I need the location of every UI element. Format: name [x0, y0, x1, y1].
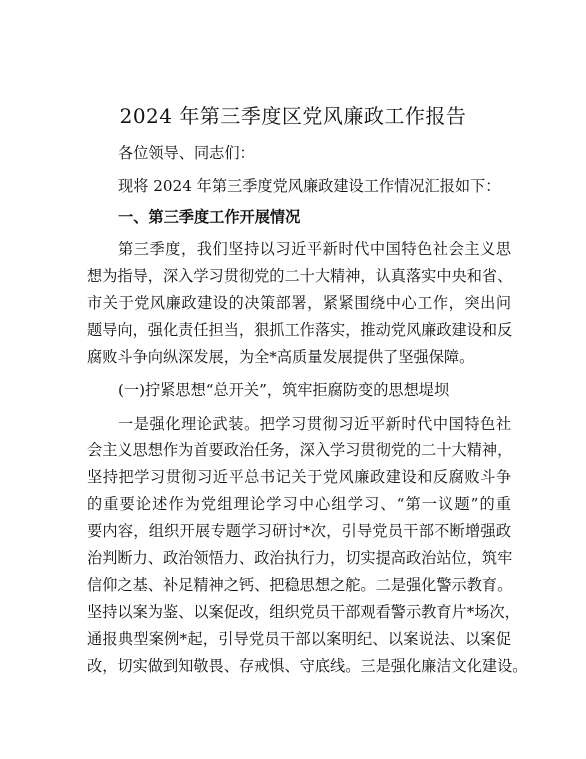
paragraph-line: 市关于党风廉政建设的决策部署，紧紧围绕中心工作，突出问 [87, 294, 511, 312]
paragraph-line: 一是强化理论武装。把学习贯彻习近平新时代中国特色社 [118, 415, 511, 433]
paragraph-line: 腐败斗争向纵深发展，为全*高质量发展提供了坚强保障。 [87, 348, 475, 366]
paragraph-line: 想为指导，深入学习贯彻党的二十大精神，认真落实中央和省、 [87, 267, 513, 285]
paragraph-line: 坚持以案为鉴、以案促改，组织党员干部观看警示教育片*场次， [87, 603, 520, 621]
paragraph-line: 信仰之基、补足精神之钙、把稳思想之舵。二是强化警示教育。 [87, 576, 513, 594]
paragraph-line: 改，切实做到知敬畏、存戒惧、守底线。三是强化廉洁文化建设。 [87, 657, 528, 675]
document-title: 2024 年第三季度区党风廉政工作报告 [119, 104, 467, 128]
paragraph-line: 的重要论述作为党组理论学习中心组学习、“第一议题”的重 [87, 495, 511, 513]
paragraph-line: 第三季度，我们坚持以习近平新时代中国特色社会主义思 [118, 240, 511, 258]
paragraph-line: 坚持把学习贯彻习近平总书记关于党风廉政建设和反腐败斗争 [87, 468, 511, 486]
paragraph-line: 治判断力、政治领悟力、政治执行力，切实提高政治站位，筑牢 [87, 549, 513, 567]
paragraph-line: 通报典型案例*起，引导党员干部以案明纪、以案说法、以案促 [87, 630, 511, 648]
paragraph-line: 要内容，组织开展专题学习研讨*次，引导党员干部不断增强政 [87, 522, 511, 540]
paragraph-line: 题导向，强化责任担当，狠抓工作落实，推动党风廉政建设和反 [87, 321, 513, 339]
salutation: 各位领导、同志们： [118, 144, 255, 162]
paragraph-line: 会主义思想作为首要政治任务，深入学习贯彻党的二十大精神， [87, 441, 513, 459]
section-heading: 一、第三季度工作开展情况 [118, 208, 301, 226]
intro-line: 现将 2024 年第三季度党风廉政建设工作情况汇报如下： [118, 177, 501, 195]
subsection-heading: (一)拧紧思想“总开关”，筑牢拒腐防变的思想堤坝 [118, 381, 450, 399]
